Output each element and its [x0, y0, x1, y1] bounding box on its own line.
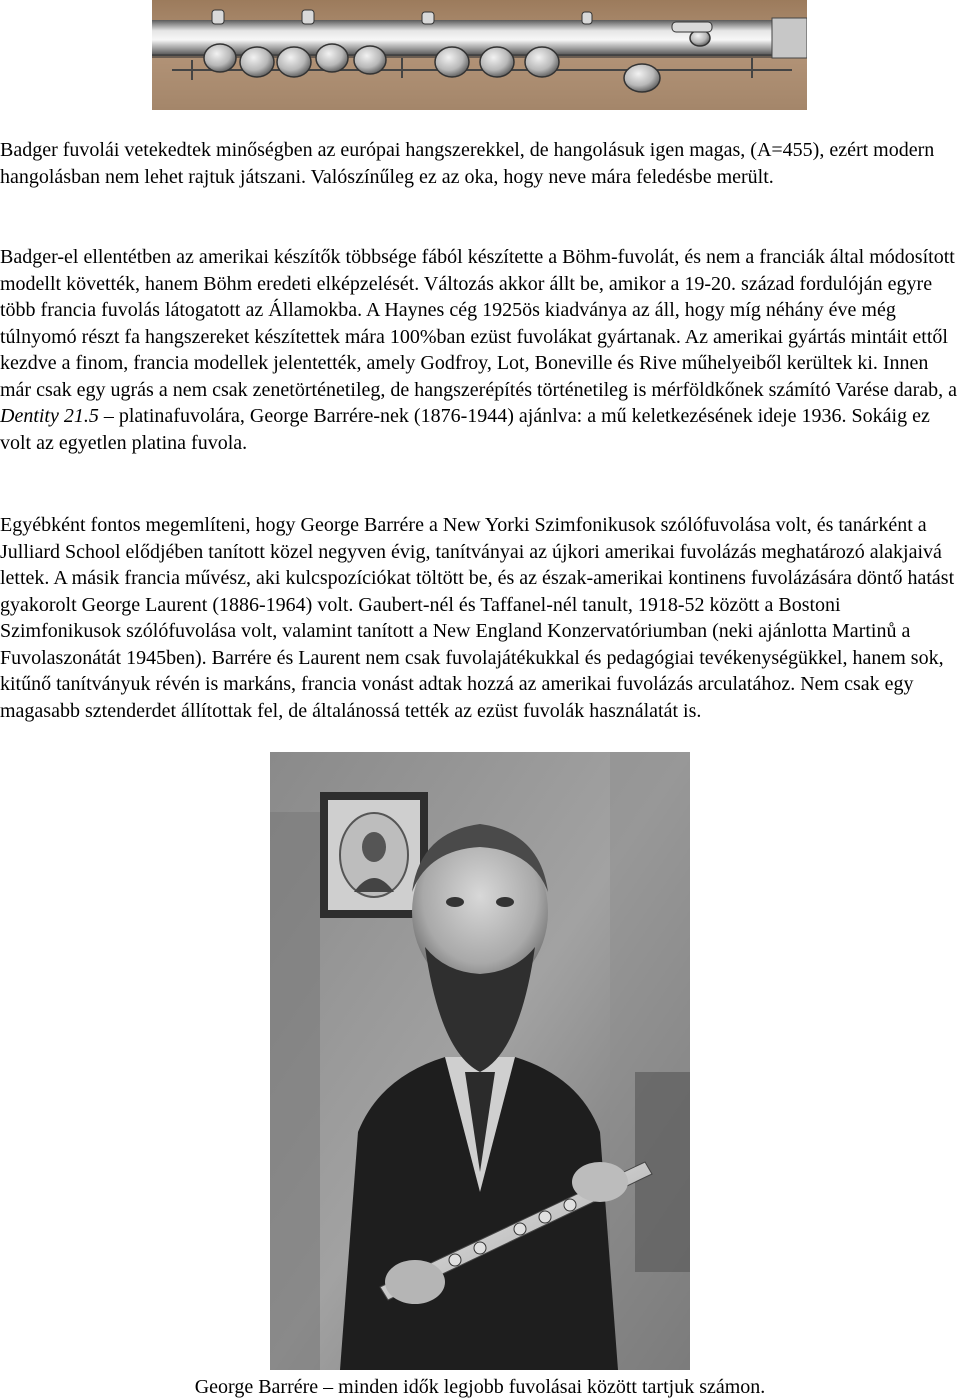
portrait-photo: [270, 752, 690, 1370]
paragraph-american-makers: [0, 244, 960, 456]
paragraph-badger-quality: Badger fuvolái vetekedtek minőségben az európai hangszerekkel, de hangolásuk igen magas, (A=455), ezért modern hangolásban nem lehet rajtuk játszani. Valószínűleg ez az oka, hogy neve mára feledésbe merült.: [0, 139, 935, 188]
paragraph-american-makers-text-end: – platinafuvolára, George Barrére-nek (1876-1944) ajánlva: a mű keletkezésének ideje 1936. Sokáig ez volt az egyetlen platina fuvola.: [0, 405, 930, 454]
portrait-caption: George Barrére – minden idők legjobb fuvolásai között tartjuk számon.: [194, 1376, 766, 1398]
flute-keys-photo: [152, 0, 807, 110]
paragraph-barrere-laurent: Egyébként fontos megemlíteni, hogy George Barrére a New Yorki Szimfonikusok szólófuvolása volt, és tanárként a Julliard School elődjében tanított közel negyven évig, tanítványai az újkori amerikai fuvolázás meghatározó alakjaivá lettek. A másik francia művész, aki kulcspozíciókat töltött be, és az észak-amerikai kontinens fuvolázására döntő hatást gyakorolt George Laurent (1886-1964) volt. Gaubert-nél és Taffanel-nél tanult, 1918-52 között a Bostoni Szimfonikusok szólófuvolása volt, valamint tanított a New England Konzervatóriumban (neki ajánlotta Martinů a Fuvolaszonátát 1945ben). Barrére és Laurent nem csak fuvolajátékukkal és pedagógiai tevékenységükkel, hanem sok, kitűnő tanítványuk révén is markáns, francia vonást adtak hozzá az amerikai fuvolázás arculatához. Nem csak egy magasabb sztenderdet állítottak fel, de általánossá tették az ezüst fuvolák használatát is.: [0, 514, 955, 722]
paragraph-american-makers-text: Badger-el ellentétben az amerikai készítők többsége fából készítette a Böhm-fuvolát, és nem a franciák által módosított modellt követték, hanem Böhm eredeti elképzelését. Változás akkor állt be, amikor a 19-20. század fordulóján egyre több francia fuvolás látogatott az Államokba. A Haynes cég 1925ös kiadványa az áll, hogy míg néhány éve még túlnyomó részt fa hangszereket készítettek mára 100%ban ezüst fuvolákat gyártanak. Az amerikai gyártás mintáit ettől kezdve a finom, francia modellek jelentették, amely Godfroy, Lot, Boneville és Rive műhelyeiből kerültek ki. Innen már csak egy ugrás a nem csak zenetörténetileg, de hangszerépítés történetileg is mérföldkőnek számító Varése darab, a: [0, 246, 958, 401]
varese-work-title: Dentity 21.5: [0, 405, 99, 427]
